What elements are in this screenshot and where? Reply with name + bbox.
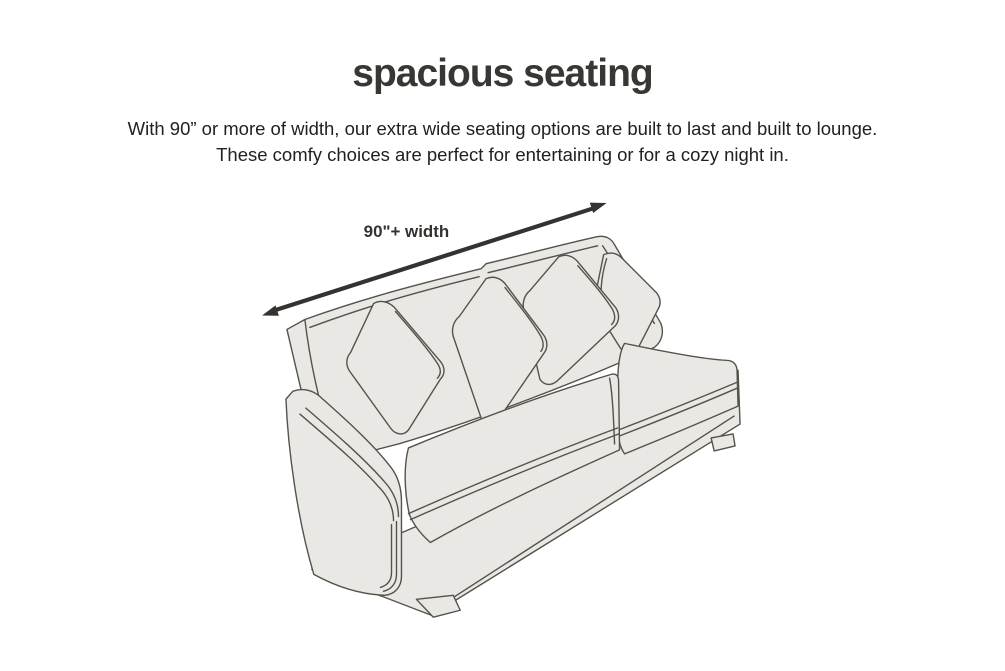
description-line-2: These comfy choices are perfect for entertaining or for a cozy night in.	[216, 144, 789, 165]
sofa-foot-front	[416, 595, 460, 617]
page-title: spacious seating	[352, 52, 653, 95]
sofa-illustration	[248, 193, 778, 671]
width-arrow-head-right	[590, 203, 607, 213]
description-line-1: With 90” or more of width, our extra wide seating options are built to last and built to lounge.	[127, 118, 878, 139]
description-text	[0, 116, 1005, 168]
width-arrow-head-left	[262, 305, 279, 315]
width-arrow-label: 90"+ width	[363, 221, 450, 241]
